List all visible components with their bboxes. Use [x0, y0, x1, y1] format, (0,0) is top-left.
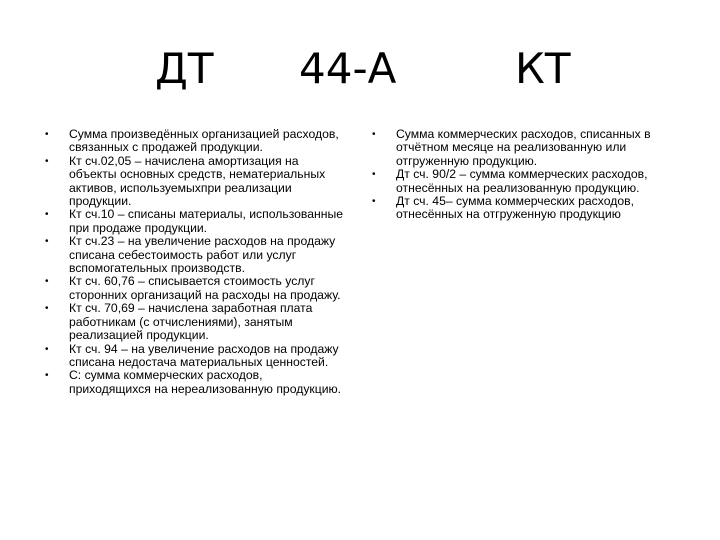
list-item-text: Кт сч. 70,69 – начислена заработная плата работникам (с отчислениями), занятым реализацией продукции.	[69, 301, 313, 343]
bullet-icon: •	[45, 370, 49, 382]
bullet-icon: •	[45, 155, 49, 167]
list-item	[45, 235, 345, 275]
title-credit: КТ	[515, 44, 571, 93]
title-account: 44-А	[299, 44, 397, 93]
list-item-text: С: сумма коммерческих расходов, приходящихся на нереализованную продукцию.	[69, 368, 342, 396]
debit-list	[45, 128, 345, 396]
list-item-text: Кт сч.10 – списаны материалы, использованные при продаже продукции.	[69, 207, 344, 235]
bullet-icon: •	[372, 169, 376, 181]
list-item-text: Сумма произведённых организацией расходов, связанных с продажей продукции.	[69, 127, 339, 155]
bullet-icon: •	[45, 303, 49, 315]
list-item	[45, 208, 345, 235]
list-item-text: Дт сч. 45– сумма коммерческих расходов, отнесённых на отгруженную продукцию	[396, 194, 634, 222]
list-item	[372, 195, 672, 222]
bullet-icon: •	[45, 129, 49, 140]
bullet-icon: •	[45, 209, 49, 221]
list-item-text: Кт сч.23 – на увеличение расходов на продажу списана себестоимость работ или услуг вспомогательных производств.	[69, 234, 336, 276]
list-item	[372, 168, 672, 195]
list-item	[45, 275, 345, 302]
credit-list	[372, 128, 672, 222]
bullet-icon: •	[45, 236, 49, 248]
list-item	[45, 343, 345, 370]
bullet-icon: •	[45, 276, 49, 288]
bullet-icon: •	[45, 343, 49, 355]
list-item-text: Кт сч. 60,76 – списывается стоимость услуг сторонних организаций на расходы на продажу.	[69, 274, 341, 302]
title-debit: ДТ	[155, 44, 214, 93]
list-item-text: Дт сч. 90/2 – сумма коммерческих расходов, отнесённых на реализованную продукцию.	[396, 167, 648, 195]
bullet-icon: •	[372, 129, 376, 140]
list-item	[372, 128, 672, 168]
list-item-text: Сумма коммерческих расходов, списанных в отчётном месяце на реализованную или отгруженную продукцию.	[396, 127, 651, 168]
list-item-text: Кт сч.02,05 – начислена амортизация на объекты основных средств, нематериальных активов, используемыхпри реализации продукции.	[69, 153, 326, 209]
list-item	[45, 302, 345, 342]
bullet-icon: •	[372, 196, 376, 208]
list-item	[45, 369, 345, 396]
list-item-text: Кт сч. 94 – на увеличение расходов на продажу списана недостача материальных ценностей.	[69, 341, 339, 369]
list-item	[45, 128, 345, 155]
list-item	[45, 155, 345, 209]
